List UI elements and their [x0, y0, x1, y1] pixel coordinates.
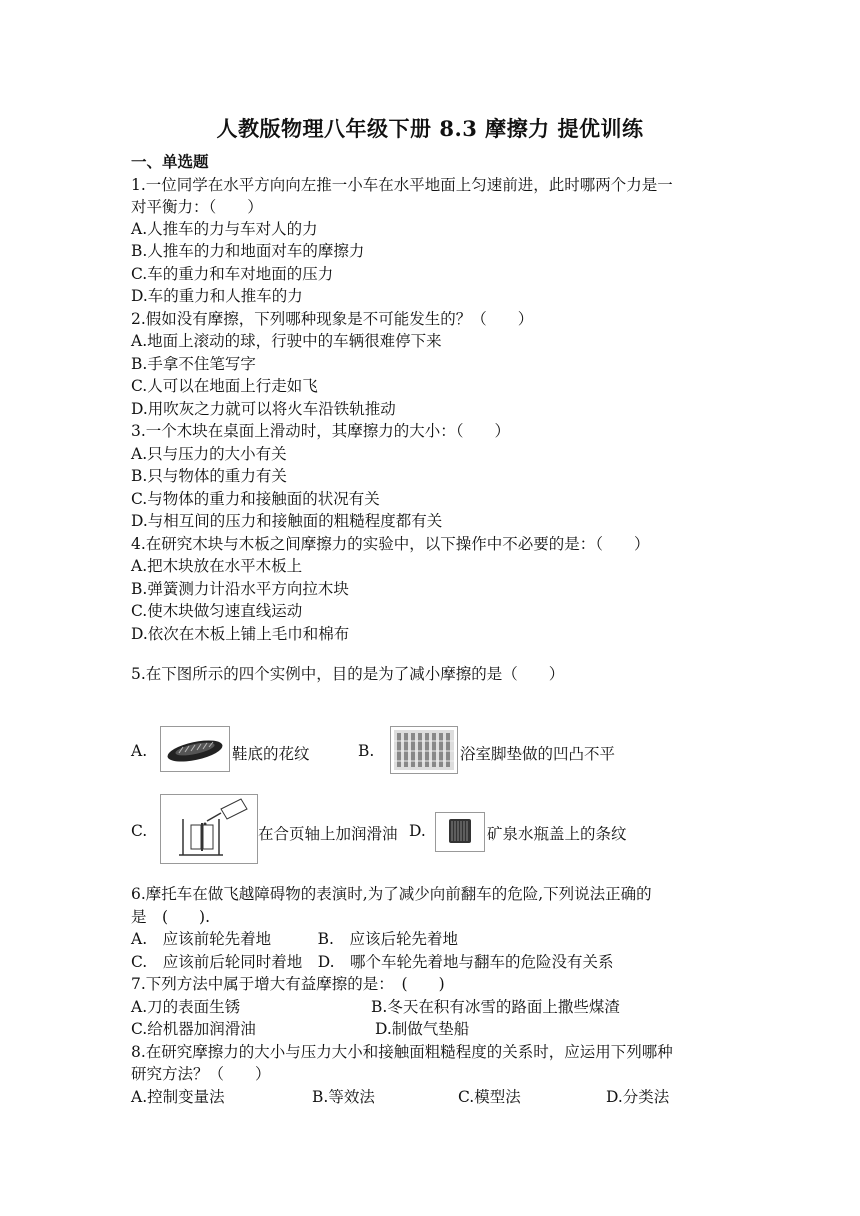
page-title: 人教版物理八年级下册 8.3 摩擦力 提优训练 — [216, 116, 644, 141]
q1-option-b: B.人推车的力和地面对车的摩擦力 — [131, 242, 365, 260]
q8-option-a: A.控制变量法 — [131, 1088, 225, 1106]
hinge-oil-image — [160, 794, 258, 864]
q2-option-d: D.用吹灰之力就可以将火车沿铁轨推动 — [131, 400, 396, 418]
q6-stem-line1: 6.摩托车在做飞越障碍物的表演时,为了减少向前翻车的危险,下列说法正确的 — [131, 885, 652, 903]
q8-option-c: C.模型法 — [458, 1088, 521, 1106]
q6-options-cd: C. 应该前后轮同时着地 D. 哪个车轮先着地与翻车的危险没有关系 — [131, 953, 614, 971]
q2-option-c: C.人可以在地面上行走如飞 — [131, 377, 318, 395]
q3-option-d: D.与相互间的压力和接触面的粗糙程度都有关 — [131, 512, 443, 530]
q1-stem-line2: 对平衡力：（ ） — [131, 198, 263, 216]
q4-option-b: B.弹簧测力计沿水平方向拉木块 — [131, 580, 349, 598]
q4-option-a: A.把木块放在水平木板上 — [131, 557, 303, 575]
q5-option-b-letter: B. — [358, 742, 375, 760]
q6-options-ab: A. 应该前轮先着地 B. 应该后轮先着地 — [131, 930, 458, 948]
section-heading: 一、单选题 — [131, 152, 209, 171]
q8-option-d: D.分类法 — [606, 1088, 670, 1106]
q4-option-c: C.使木块做匀速直线运动 — [131, 602, 303, 620]
q3-stem: 3.一个木块在桌面上滑动时，其摩擦力的大小：（ ） — [131, 422, 511, 440]
q7-option-b: B.冬天在积有冰雪的路面上撒些煤渣 — [371, 998, 620, 1016]
q1-option-a: A.人推车的力与车对人的力 — [131, 220, 318, 238]
shoe-sole-image — [160, 726, 230, 772]
q2-stem: 2.假如没有摩擦，下列哪种现象是不可能发生的？（ ） — [131, 310, 534, 328]
q7-stem: 7.下列方法中属于增大有益摩擦的是： ( ) — [131, 975, 445, 993]
q8-stem-line2: 研究方法？（ ） — [131, 1065, 271, 1083]
q2-option-b: B.手拿不住笔写字 — [131, 355, 256, 373]
q7-option-d: D.制做气垫船 — [375, 1020, 470, 1038]
q5-option-d-letter: D. — [409, 822, 426, 840]
q5-option-a-letter: A. — [131, 742, 148, 760]
bottle-cap-image — [435, 812, 485, 852]
q8-option-b: B.等效法 — [312, 1088, 375, 1106]
q2-option-a: A.地面上滚动的球，行驶中的车辆很难停下来 — [131, 332, 442, 350]
q5-stem: 5.在下图所示的四个实例中，目的是为了减小摩擦的是（ ） — [131, 665, 565, 683]
q4-stem: 4.在研究木块与木板之间摩擦力的实验中，以下操作中不必要的是：（ ） — [131, 535, 650, 553]
q3-option-c: C.与物体的重力和接触面的状况有关 — [131, 490, 380, 508]
q3-option-b: B.只与物体的重力有关 — [131, 467, 287, 485]
q5-option-c-text: 在合页轴上加润滑油 — [258, 825, 398, 843]
q1-stem-line1: 1.一位同学在水平方向向左推一小车在水平地面上匀速前进，此时哪两个力是一 — [131, 176, 673, 194]
q7-option-c: C.给机器加润滑油 — [131, 1020, 256, 1038]
q5-option-b-text: 浴室脚垫做的凹凸不平 — [460, 745, 616, 763]
q6-stem-line2: 是 ( ). — [131, 908, 211, 926]
q5-option-a-text: 鞋底的花纹 — [232, 745, 310, 763]
q5-option-c-letter: C. — [131, 822, 148, 840]
q4-option-d: D.依次在木板上铺上毛巾和棉布 — [131, 625, 350, 643]
q3-option-a: A.只与压力的大小有关 — [131, 445, 287, 463]
q1-option-d: D.车的重力和人推车的力 — [131, 287, 303, 305]
q1-option-c: C.车的重力和车对地面的压力 — [131, 265, 334, 283]
q7-option-a: A.刀的表面生锈 — [131, 998, 241, 1016]
bath-mat-image — [390, 726, 458, 774]
q5-option-d-text: 矿泉水瓶盖上的条纹 — [487, 825, 627, 843]
q8-stem-line1: 8.在研究摩擦力的大小与压力大小和接触面粗糙程度的关系时，应运用下列哪种 — [131, 1043, 673, 1061]
